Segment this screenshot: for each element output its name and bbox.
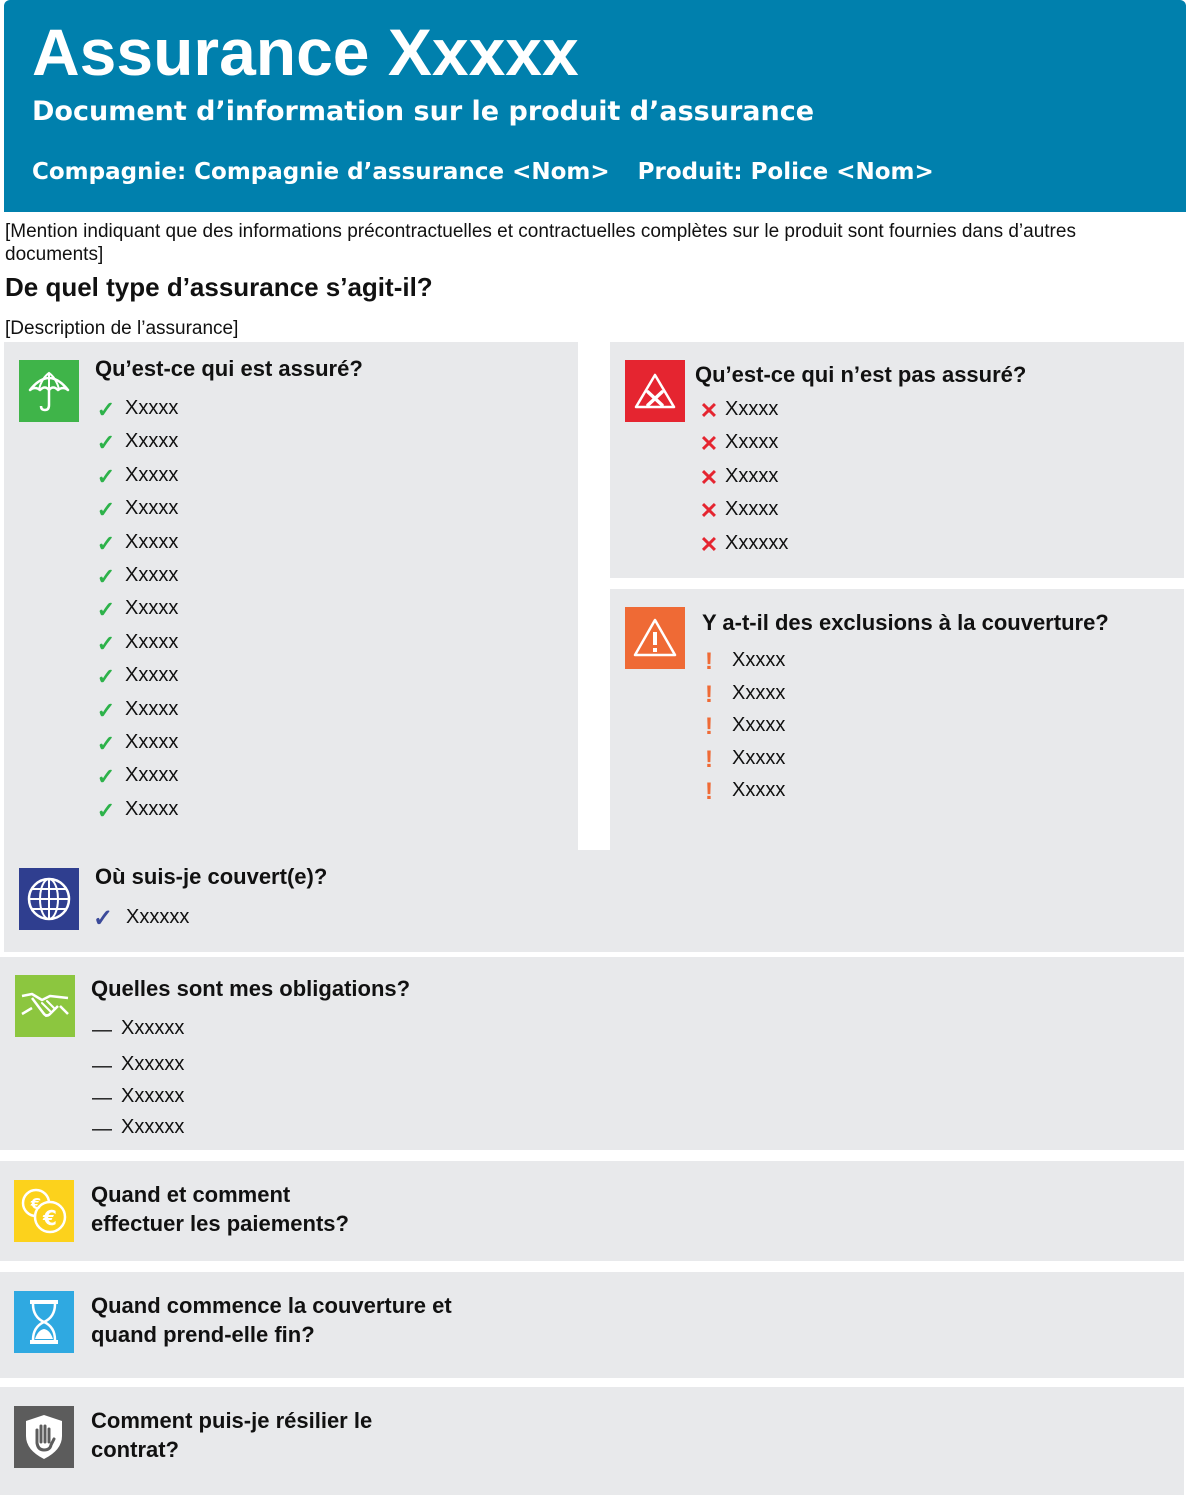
obligations-panel: Quelles sont mes obligations? — Xxxxxx — Xxxxxx — Xxxxxx — Xxxxxx — [0, 957, 1184, 1150]
exclamation-icon: ! — [705, 680, 713, 708]
dash-icon: — — [92, 1019, 112, 1041]
cross-mark-icon: ✕ — [699, 531, 719, 557]
exclamation-icon: ! — [705, 648, 713, 675]
not-insured-title: Qu’est-ce qui n’est pas assuré? — [695, 362, 1027, 387]
check-icon: ✓ — [92, 905, 114, 932]
coverage-area-title: Où suis-je couvert(e)? — [95, 864, 328, 889]
shield-hand-icon — [14, 1406, 74, 1468]
check-icon: ✓ — [96, 630, 116, 656]
check-icon: ✓ — [96, 397, 116, 422]
insurance-description: [Description de l’assurance] — [5, 318, 239, 339]
check-icon: ✓ — [96, 563, 116, 589]
coverage-area-panel: Où suis-je couvert(e)? ✓ Xxxxxx — [4, 850, 1184, 952]
check-icon: ✓ — [96, 463, 116, 489]
document-subtitle: Document d’information sur le produit d’assurance — [32, 96, 815, 127]
check-icon: ✓ — [96, 597, 116, 623]
check-icon: ✓ — [96, 497, 116, 523]
euro-coins-icon — [14, 1180, 74, 1242]
cross-icon — [625, 360, 685, 422]
coverage-period-title-line1: Quand commence la couverture et — [91, 1293, 452, 1318]
check-icon: ✓ — [96, 730, 116, 756]
warning-icon — [625, 607, 685, 669]
coverage-period-title-line2: quand prend-elle fin? — [91, 1322, 315, 1347]
exclamation-icon: ! — [705, 713, 713, 740]
coverage-period-title — [91, 1291, 452, 1349]
payments-panel — [0, 1161, 1184, 1261]
termination-title-line2: contrat? — [91, 1437, 179, 1462]
obligations-title: Quelles sont mes obligations? — [91, 976, 411, 1001]
check-icon: ✓ — [96, 664, 116, 690]
insurance-type-heading: De quel type d’assurance s’agit-il? — [5, 272, 433, 302]
check-icon: ✓ — [96, 430, 116, 456]
check-icon: ✓ — [96, 530, 116, 556]
coverage-period-panel — [0, 1272, 1184, 1378]
exclamation-icon: ! — [705, 778, 713, 805]
hourglass-icon — [14, 1291, 74, 1353]
cross-mark-icon: ✕ — [699, 498, 719, 524]
dash-icon: — — [92, 1086, 112, 1109]
exclamation-icon: ! — [705, 745, 713, 773]
termination-title — [91, 1406, 372, 1464]
umbrella-icon — [19, 360, 79, 422]
header-banner — [4, 0, 1186, 212]
company-name: Compagnie: Compagnie d’assurance <Nom> — [32, 159, 610, 185]
svg-text:€: € — [43, 1206, 57, 1230]
cross-mark-icon: ✕ — [699, 464, 719, 490]
insured-title: Qu’est-ce qui est assuré? — [95, 356, 363, 381]
check-icon: ✓ — [96, 764, 116, 790]
document-title: Assurance Xxxxx — [32, 15, 579, 89]
termination-title-line1: Comment puis-je résilier le — [91, 1408, 373, 1433]
exclusions-title: Y a-t-il des exclusions à la couverture? — [702, 610, 1109, 635]
company-product-line — [32, 156, 934, 188]
svg-text:€: € — [30, 1195, 42, 1213]
payments-title-line1: Quand et comment — [91, 1182, 291, 1207]
insured-panel: Qu’est-ce qui est assuré? ✓ Xxxxx ✓ Xxxxx ✓ Xxxxx ✓ Xxxxx ✓ Xxxxx ✓ Xxxxx ✓ Xxxxx ✓ Xxxxx ✓ Xxxxx ✓ Xxxxx ✓ Xxxxx ✓ Xxxxx ✓ Xxxxx — [4, 342, 578, 850]
termination-panel — [0, 1387, 1184, 1495]
globe-icon — [19, 868, 79, 930]
payments-title — [91, 1180, 349, 1238]
cross-mark-icon: ✕ — [699, 398, 719, 423]
handshake-icon — [15, 975, 75, 1037]
precontractual-mention: [Mention indiquant que des informations précontractuelles et contractuelles complètes sur le produit sont fournies dans d’autres documents] — [5, 221, 1076, 265]
dash-icon: — — [92, 1055, 112, 1077]
exclusions-panel: Y a-t-il des exclusions à la couverture? ! Xxxxx ! Xxxxx ! Xxxxx ! Xxxxx ! Xxxxx — [610, 589, 1184, 850]
cross-mark-icon: ✕ — [699, 431, 719, 457]
not-insured-panel: Qu’est-ce qui n’est pas assuré? ✕ Xxxxx ✕ Xxxxx ✕ Xxxxx ✕ Xxxxx ✕ Xxxxxx — [610, 342, 1184, 578]
payments-title-line2: effectuer les paiements? — [91, 1211, 349, 1236]
product-name: Produit: Police <Nom> — [637, 159, 934, 185]
dash-icon: — — [92, 1118, 112, 1140]
check-icon: ✓ — [96, 797, 116, 823]
check-icon: ✓ — [96, 697, 116, 723]
